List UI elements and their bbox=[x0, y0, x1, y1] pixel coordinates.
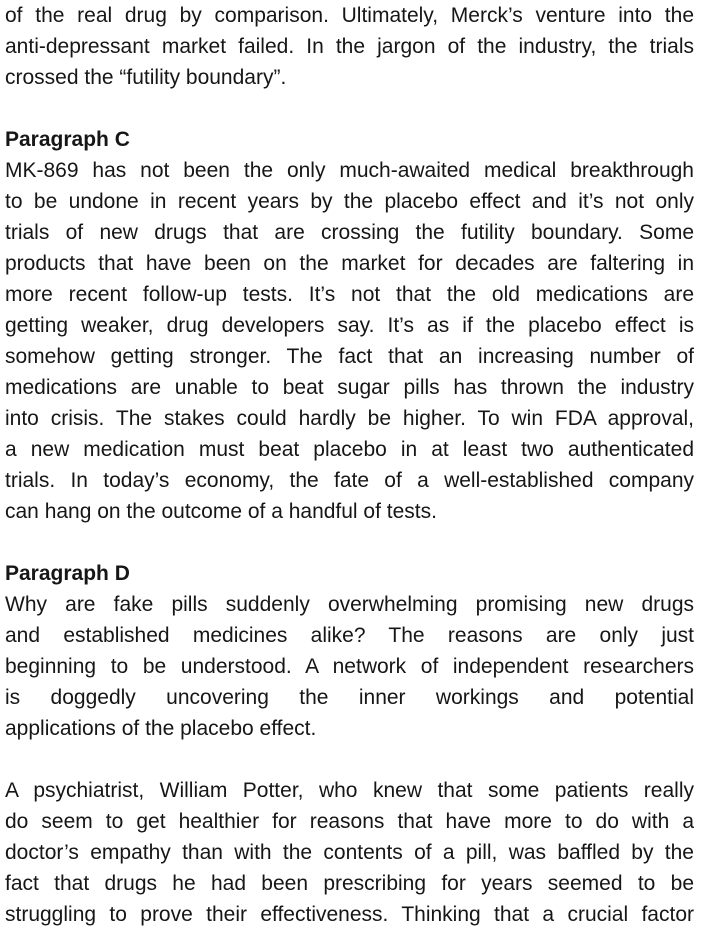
text-line: crossed the “futility boundary”. bbox=[5, 66, 287, 89]
paragraph-c-heading: Paragraph C bbox=[5, 128, 130, 151]
text-line: can hang on the outcome of a handful of tests. bbox=[5, 500, 437, 523]
text-line: to be undone in recent years by the placebo effect and it’s not only bbox=[5, 190, 694, 213]
text-line: products that have been on the market for decades are faltering in bbox=[5, 252, 694, 275]
text-line: fact that drugs he had been prescribing for years seemed to be bbox=[5, 872, 694, 895]
text-line: Why are fake pills suddenly overwhelming promising new drugs bbox=[5, 593, 694, 616]
text-line: A psychiatrist, William Potter, who knew that some patients really bbox=[5, 779, 694, 802]
paragraph-d-heading: Paragraph D bbox=[5, 562, 130, 585]
text-line: trials. In today’s economy, the fate of a well-established company bbox=[5, 469, 694, 492]
text-line: doctor’s empathy than with the contents of a pill, was baffled by the bbox=[5, 841, 694, 864]
text-line: trials of new drugs that are crossing the futility boundary. Some bbox=[5, 221, 694, 244]
text-line: struggling to prove their effectiveness. Thinking that a crucial factor bbox=[5, 903, 694, 926]
text-line: anti-depressant market failed. In the jargon of the industry, the trials bbox=[5, 35, 694, 58]
text-line: getting weaker, drug developers say. It’s as if the placebo effect is bbox=[5, 314, 694, 337]
text-line: of the real drug by comparison. Ultimately, Merck’s venture into the bbox=[5, 4, 694, 27]
text-line: is doggedly uncovering the inner workings and potential bbox=[5, 686, 694, 709]
text-line: and established medicines alike? The reasons are only just bbox=[5, 624, 694, 647]
text-line: somehow getting stronger. The fact that an increasing number of bbox=[5, 345, 694, 368]
text-line: beginning to be understood. A network of independent researchers bbox=[5, 655, 694, 678]
text-line: a new medication must beat placebo in at least two authenticated bbox=[5, 438, 694, 461]
document-page bbox=[5, 0, 694, 930]
text-line: MK-869 has not been the only much-awaited medical breakthrough bbox=[5, 159, 694, 182]
text-line: applications of the placebo effect. bbox=[5, 717, 317, 740]
text-line: medications are unable to beat sugar pills has thrown the industry bbox=[5, 376, 694, 399]
text-line: into crisis. The stakes could hardly be higher. To win FDA approval, bbox=[5, 407, 694, 430]
text-line: more recent follow-up tests. It’s not that the old medications are bbox=[5, 283, 694, 306]
text-line: do seem to get healthier for reasons that have more to do with a bbox=[5, 810, 694, 833]
